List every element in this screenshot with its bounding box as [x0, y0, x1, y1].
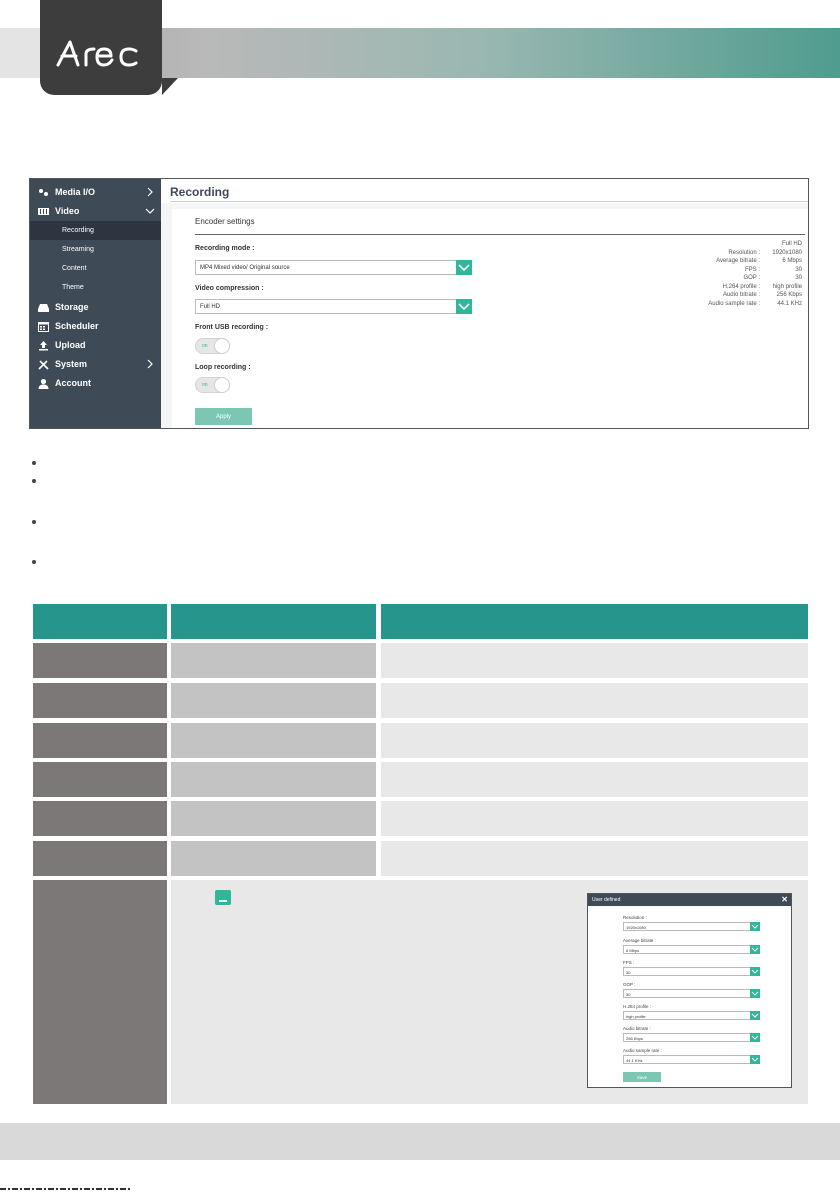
fps-select[interactable]: [623, 967, 760, 976]
storage-icon: [38, 302, 49, 313]
chevron-right-icon: [145, 186, 155, 198]
dropdown-button[interactable]: [750, 989, 760, 998]
chevron-down-icon: [750, 989, 760, 998]
select-value: 256 Kbps: [626, 1036, 643, 1041]
spec-heading: Full HD: [781, 241, 802, 247]
chevron-right-icon: [145, 358, 155, 370]
chevron-down-icon: [750, 967, 760, 976]
sidebar-subitem-label: Streaming: [62, 246, 94, 253]
sidebar-subitem-content[interactable]: [30, 259, 161, 278]
bullet-point: [32, 560, 36, 564]
sidebar-subitem-theme[interactable]: [30, 278, 161, 297]
table-row: [381, 841, 808, 876]
table-row: [33, 880, 167, 1104]
table-row: [381, 801, 808, 836]
header-left-stripe: [0, 28, 45, 78]
chevron-down-icon: [145, 205, 155, 217]
dropdown-button[interactable]: [750, 1055, 760, 1064]
app-window: [29, 178, 809, 429]
select-value: high profile: [626, 1014, 646, 1019]
arec-logo: [56, 38, 146, 68]
dialog-header: [588, 894, 791, 906]
spec-key: Audio sample rate :: [708, 300, 760, 307]
recording-mode-select[interactable]: [195, 260, 472, 275]
table-row: [33, 683, 167, 718]
dialog-field-label: H.264 profile :: [623, 1004, 652, 1009]
select-value: 44.1 KHz: [626, 1058, 643, 1063]
table-row: [33, 643, 167, 678]
sidebar-subitem-recording[interactable]: [30, 221, 161, 240]
spec-key: Audio bitrate :: [722, 292, 760, 298]
dialog-field-label: Audio sample rate :: [623, 1048, 662, 1053]
sidebar-item-media-io[interactable]: [30, 183, 161, 202]
spec-value: 30: [795, 266, 802, 273]
spec-value: 6 Mbps: [782, 258, 802, 264]
footer-dots: [0, 1188, 130, 1190]
dropdown-button[interactable]: [750, 922, 760, 931]
spec-key: GOP :: [743, 275, 760, 281]
user-icon: [38, 378, 49, 389]
tools-icon: [38, 359, 49, 370]
close-icon[interactable]: ✕: [781, 895, 788, 904]
dialog-field-label: Audio bitrate :: [623, 1026, 651, 1031]
table-row: [33, 801, 167, 836]
front-usb-label: Front USB recording :: [195, 324, 269, 331]
sidebar-item-label: Media I/O: [55, 187, 96, 197]
user-defined-dialog: [587, 893, 792, 1088]
dropdown-button[interactable]: [750, 1033, 760, 1042]
select-value: 6 Mbps: [626, 948, 640, 953]
table-header-cell: [33, 604, 167, 639]
sidebar-item-scheduler[interactable]: [30, 317, 161, 336]
spec-heading-row: [670, 241, 802, 250]
dialog-field-label: FPS :: [623, 960, 635, 965]
toggle-state: on: [202, 382, 208, 388]
spec-value: 30: [795, 275, 802, 281]
spec-row: [670, 301, 802, 310]
sidebar-subitem-streaming[interactable]: [30, 240, 161, 259]
save-button[interactable]: Save: [623, 1072, 661, 1082]
header-banner: [45, 28, 840, 78]
table-row: [33, 762, 167, 797]
apply-button[interactable]: Apply: [195, 408, 252, 425]
bullet-point: [32, 479, 36, 483]
video-compression-label: Video compression :: [195, 285, 264, 292]
spec-key: FPS :: [744, 266, 760, 273]
dropdown-button[interactable]: [750, 967, 760, 976]
spec-row: [670, 258, 802, 267]
dropdown-button[interactable]: [456, 260, 472, 275]
spec-key: Average bitrate :: [716, 258, 760, 264]
table-header-cell: [171, 604, 376, 639]
sidebar-item-upload[interactable]: [30, 336, 161, 355]
bullet-point: [32, 461, 36, 465]
video-compression-select[interactable]: [195, 299, 472, 314]
bitrate-select[interactable]: [623, 945, 760, 954]
table-row: [381, 643, 808, 678]
sidebar-item-label: Video: [55, 206, 80, 216]
calendar-icon: [38, 321, 49, 332]
sidebar-item-label: Scheduler: [55, 321, 99, 331]
spec-row: [670, 284, 802, 293]
sidebar-item-label: Storage: [55, 302, 89, 312]
spec-value: high profile: [772, 283, 802, 290]
dialog-field-label: Resolution :: [623, 915, 647, 920]
table-row: [171, 801, 376, 836]
table-row: [171, 723, 376, 758]
sidebar-item-label: Account: [55, 378, 91, 388]
spec-row: [670, 292, 802, 301]
spec-row: [670, 275, 802, 284]
sidebar-subitem-label: Content: [62, 265, 87, 272]
table-row: [171, 683, 376, 718]
chevron-down-icon: [750, 1033, 760, 1042]
table-row: [33, 841, 167, 876]
sidebar-item-label: Upload: [55, 340, 86, 350]
chevron-down-icon: [456, 260, 472, 275]
table-row: [381, 723, 808, 758]
video-icon: [38, 206, 49, 217]
chevron-down-icon: [750, 1055, 760, 1064]
table-row: [171, 841, 376, 876]
dialog-field-label: GOP :: [623, 982, 636, 987]
panel-title: Encoder settings: [195, 217, 255, 226]
table-row: [381, 762, 808, 797]
spec-value: 256 Kbps: [776, 292, 802, 298]
sidebar-item-account[interactable]: [30, 374, 161, 393]
select-value: 30: [626, 970, 631, 975]
table-row: [171, 643, 376, 678]
toggle-knob: [214, 338, 230, 354]
sidebar-item-video[interactable]: [30, 202, 161, 221]
sidebar-item-system[interactable]: [30, 355, 161, 374]
video-compression-value: Full HD: [200, 304, 221, 310]
loop-recording-toggle[interactable]: [195, 377, 230, 393]
table-row: [33, 723, 167, 758]
toggle-knob: [214, 377, 230, 393]
dialog-title: User defined: [592, 897, 621, 903]
chevron-down-icon: [750, 1011, 760, 1020]
h264-profile-select[interactable]: [623, 1011, 760, 1020]
select-value: 30: [626, 992, 631, 997]
page-title: Recording: [170, 185, 230, 199]
sidebar-subitem-label: Recording: [62, 227, 94, 234]
audio-bitrate-select[interactable]: [623, 1033, 760, 1042]
spec-row: [670, 250, 802, 259]
spec-value: 1920x1080: [772, 249, 802, 256]
dropdown-button[interactable]: [750, 1011, 760, 1020]
spec-key: H.264 profile :: [722, 283, 760, 290]
recording-mode-label: Recording mode :: [195, 245, 255, 252]
chevron-down-icon: [750, 945, 760, 954]
logo-tab-corner: [162, 78, 178, 95]
front-usb-toggle[interactable]: [195, 338, 230, 354]
bullet-point: [32, 520, 36, 524]
recording-mode-value: MP4 Mixed video/ Original source: [200, 265, 290, 271]
user-defined-settings-icon: [215, 890, 231, 905]
table-row: [171, 762, 376, 797]
sidebar: [30, 179, 161, 429]
sidebar-subitem-label: Theme: [62, 284, 84, 291]
chevron-down-icon: [456, 299, 472, 314]
select-value: 1920x1080: [626, 925, 646, 930]
upload-icon: [38, 340, 49, 351]
loop-recording-label: Loop recording :: [195, 364, 251, 371]
dropdown-button[interactable]: [750, 945, 760, 954]
toggle-state: on: [202, 343, 208, 349]
spec-value: 44.1 KHz: [777, 300, 802, 307]
sidebar-item-label: System: [55, 359, 88, 369]
media-io-icon: [38, 187, 49, 198]
audio-sample-rate-select[interactable]: [623, 1055, 760, 1064]
panel-divider: [195, 234, 805, 235]
chevron-down-icon: [750, 922, 760, 931]
resolution-select[interactable]: [623, 922, 760, 931]
dropdown-button[interactable]: [456, 299, 472, 314]
footer-bar: [0, 1123, 840, 1160]
dialog-field-label: Average bitrate :: [623, 938, 656, 943]
table-row: [381, 683, 808, 718]
title-divider: [170, 201, 809, 202]
spec-row: [670, 267, 802, 276]
gop-select[interactable]: [623, 989, 760, 998]
encoder-spec-summary: [670, 241, 802, 309]
sidebar-item-storage[interactable]: [30, 298, 161, 317]
spec-key: Resolution :: [728, 249, 760, 256]
table-header-cell: [381, 604, 808, 639]
